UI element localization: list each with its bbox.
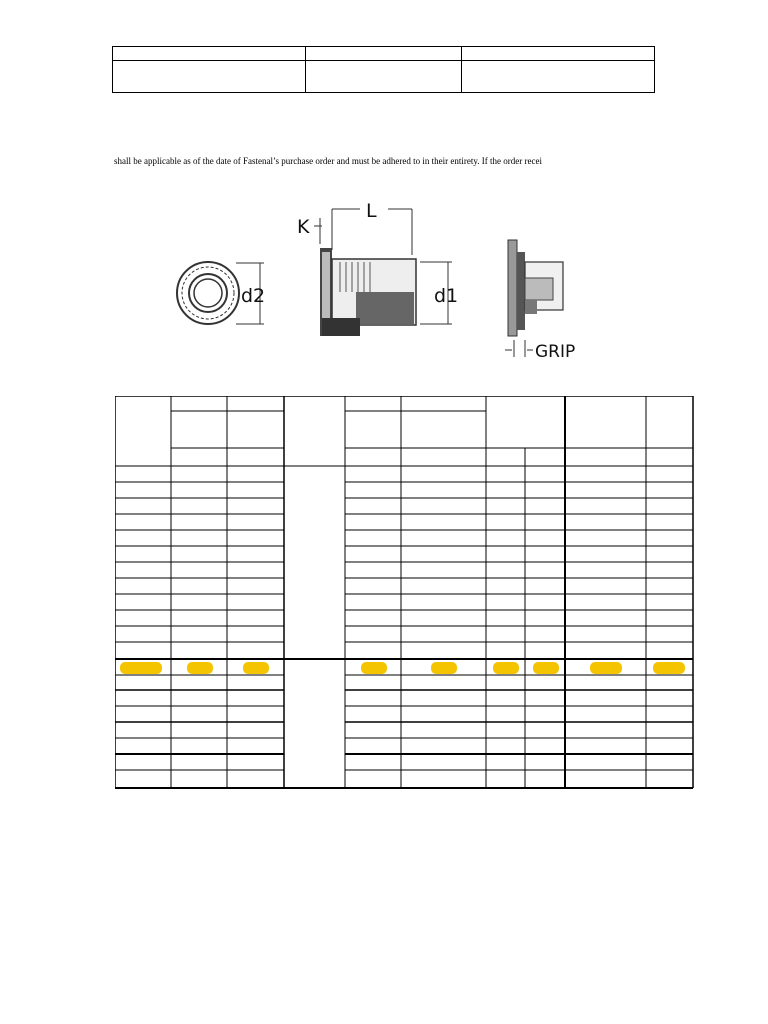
d1-label: d1 bbox=[434, 285, 459, 307]
header-info-table bbox=[112, 46, 655, 93]
terms-text: shall be applicable as of the date of Fastenal’s purchase order and must be adhered to in their entirety. If the order recei bbox=[114, 156, 542, 166]
header-cell bbox=[462, 61, 655, 93]
highlight-mark bbox=[120, 662, 162, 674]
d2-label: d2 bbox=[241, 285, 266, 307]
table-grid-lines bbox=[115, 396, 693, 788]
highlight-mark bbox=[431, 662, 457, 674]
highlight-mark bbox=[243, 662, 269, 674]
l-label: L bbox=[366, 200, 377, 222]
header-cell bbox=[462, 47, 655, 61]
highlight-mark bbox=[493, 662, 519, 674]
specification-table-grid bbox=[115, 396, 694, 789]
highlight-mark bbox=[187, 662, 213, 674]
grip-label: GRIP bbox=[535, 342, 576, 362]
header-cell bbox=[306, 47, 462, 61]
highlight-mark bbox=[533, 662, 559, 674]
header-cell bbox=[113, 47, 306, 61]
header-cell bbox=[306, 61, 462, 93]
rivet-nut-drawing bbox=[0, 190, 768, 370]
highlight-mark bbox=[653, 662, 685, 674]
highlight-mark bbox=[590, 662, 622, 674]
table-highlight-marks bbox=[120, 662, 685, 674]
header-cell bbox=[113, 61, 306, 93]
installed-view-figure bbox=[505, 240, 563, 357]
k-label: K bbox=[297, 216, 310, 238]
side-view-figure bbox=[314, 209, 452, 336]
highlight-mark bbox=[361, 662, 387, 674]
